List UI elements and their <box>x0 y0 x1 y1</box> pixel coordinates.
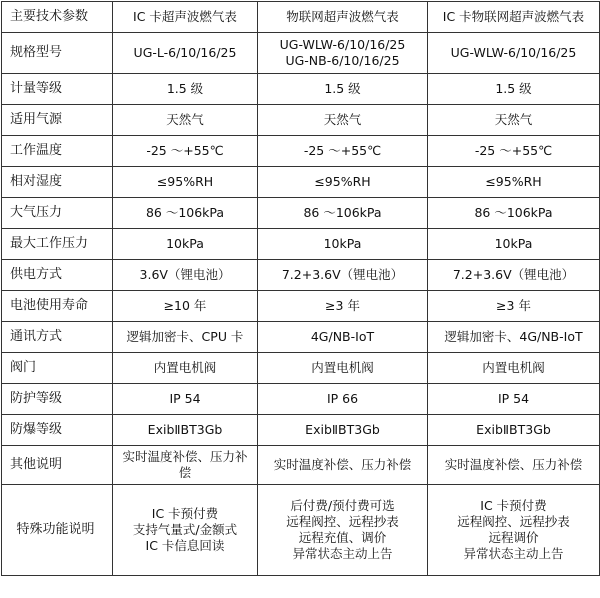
cell-text-line: 支持气量式/金额式 <box>132 522 238 537</box>
cell-text-line: -25 〜+55℃ <box>474 143 553 158</box>
table-row <box>2 446 600 485</box>
cell-text-line: 远程调价 <box>488 530 539 545</box>
spec-table <box>1 1 600 576</box>
row-label: 计量等级 <box>2 74 113 105</box>
row-label: 防护等级 <box>2 384 113 415</box>
table-cell <box>258 74 428 105</box>
table-cell <box>258 446 428 485</box>
table-cell <box>113 167 258 198</box>
cell-text-line: 86 〜106kPa <box>303 205 382 220</box>
cell-text-line: ≤95%RH <box>485 174 542 189</box>
table-cell <box>113 353 258 384</box>
table-cell <box>428 33 600 74</box>
cell-text-line: 7.2+3.6V（锂电池） <box>281 267 404 282</box>
table-cell <box>258 291 428 322</box>
table-row <box>2 136 600 167</box>
table-cell <box>113 291 258 322</box>
table-row <box>2 260 600 291</box>
table-cell <box>258 485 428 576</box>
cell-text-line: 4G/NB-IoT <box>310 329 375 344</box>
table-cell <box>258 136 428 167</box>
cell-text-line: 偿 <box>178 465 192 480</box>
cell-text-line: ≥3 年 <box>496 298 531 313</box>
table-cell <box>258 384 428 415</box>
cell-text-line: 天然气 <box>166 112 204 127</box>
table-cell <box>428 384 600 415</box>
table-cell <box>113 446 258 485</box>
table-cell <box>258 415 428 446</box>
cell-text-line: 1.5 级 <box>166 81 204 96</box>
cell-text-line: 7.2+3.6V（锂电池） <box>452 267 575 282</box>
cell-text-line: IC 卡预付费 <box>480 498 547 513</box>
cell-text-line: 内置电机阀 <box>311 360 374 375</box>
cell-text-line: ≤95%RH <box>314 174 371 189</box>
table-cell <box>428 260 600 291</box>
table-cell <box>258 260 428 291</box>
cell-text-line: IP 66 <box>326 391 359 406</box>
table-cell <box>113 485 258 576</box>
table-cell <box>258 322 428 353</box>
cell-text-line: UG-NB-6/10/16/25 <box>285 53 400 68</box>
cell-text-line: 远程阀控、远程抄表 <box>457 514 570 529</box>
cell-text-line: 远程阀控、远程抄表 <box>286 514 399 529</box>
header-cell-params: 主要技术参数 <box>2 2 113 33</box>
row-label: 相对湿度 <box>2 167 113 198</box>
table-cell <box>113 260 258 291</box>
table-cell <box>428 291 600 322</box>
cell-text-line: ExibⅡBT3Gb <box>476 422 551 437</box>
table-row <box>2 229 600 260</box>
table-row <box>2 105 600 136</box>
cell-text-line: 远程充值、调价 <box>298 530 387 545</box>
row-label: 工作温度 <box>2 136 113 167</box>
table-cell <box>258 198 428 229</box>
cell-text-line: IP 54 <box>497 391 530 406</box>
table-cell <box>428 167 600 198</box>
cell-text-line: 10kPa <box>323 236 362 251</box>
table-cell <box>428 229 600 260</box>
cell-text-line: IC 卡信息回读 <box>145 538 225 553</box>
cell-text-line: 异常状态主动上告 <box>463 546 564 561</box>
cell-text-line: UG-WLW-6/10/16/25 <box>450 45 577 60</box>
table-cell <box>428 353 600 384</box>
row-label: 特殊功能说明 <box>2 485 113 576</box>
cell-text-line: 1.5 级 <box>324 81 361 96</box>
row-label: 适用气源 <box>2 105 113 136</box>
table-cell <box>258 167 428 198</box>
row-label: 通讯方式 <box>2 322 113 353</box>
table-row <box>2 322 600 353</box>
cell-text-line: -25 〜+55℃ <box>146 143 224 158</box>
table-row <box>2 74 600 105</box>
cell-text-line: 86 〜106kPa <box>474 205 553 220</box>
table-row <box>2 353 600 384</box>
table-row <box>2 384 600 415</box>
header-cell-iot: 物联网超声波燃气表 <box>258 2 428 33</box>
table-cell <box>428 446 600 485</box>
row-label: 其他说明 <box>2 446 113 485</box>
cell-text-line: IP 54 <box>169 391 201 406</box>
table-cell <box>428 105 600 136</box>
spec-table-body <box>2 2 600 576</box>
table-cell <box>258 105 428 136</box>
row-label: 供电方式 <box>2 260 113 291</box>
cell-text-line: 实时温度补偿、压力补 <box>122 449 248 464</box>
cell-text-line: 后付费/预付费可选 <box>290 498 395 513</box>
table-cell <box>428 485 600 576</box>
row-label: 阀门 <box>2 353 113 384</box>
table-cell <box>428 198 600 229</box>
table-cell <box>113 74 258 105</box>
table-row <box>2 167 600 198</box>
cell-text-line: 天然气 <box>494 112 533 127</box>
cell-text-line: 实时温度补偿、压力补偿 <box>273 457 412 472</box>
cell-text-line: 1.5 级 <box>495 81 532 96</box>
table-row <box>2 198 600 229</box>
table-cell <box>113 33 258 74</box>
table-cell <box>428 415 600 446</box>
cell-text-line: 内置电机阀 <box>153 360 217 375</box>
table-row <box>2 291 600 322</box>
table-row <box>2 485 600 576</box>
table-row <box>2 415 600 446</box>
header-cell-ic-iot: IC 卡物联网超声波燃气表 <box>428 2 600 33</box>
row-label: 规格型号 <box>2 33 113 74</box>
table-cell <box>113 198 258 229</box>
cell-text-line: 10kPa <box>166 236 204 251</box>
table-cell <box>258 33 428 74</box>
row-label: 电池使用寿命 <box>2 291 113 322</box>
table-cell <box>113 322 258 353</box>
cell-text-line: 内置电机阀 <box>482 360 545 375</box>
table-cell <box>113 384 258 415</box>
row-label: 大气压力 <box>2 198 113 229</box>
cell-text-line: 实时温度补偿、压力补偿 <box>444 457 583 472</box>
table-cell <box>428 322 600 353</box>
cell-text-line: 10kPa <box>494 236 533 251</box>
cell-text-line: 86 〜106kPa <box>145 205 225 220</box>
table-cell <box>113 136 258 167</box>
cell-text-line: ≥3 年 <box>325 298 360 313</box>
cell-text-line: ≥10 年 <box>163 298 207 313</box>
table-cell <box>258 353 428 384</box>
table-cell <box>428 74 600 105</box>
cell-text-line: ExibⅡBT3Gb <box>147 422 223 437</box>
table-cell <box>428 136 600 167</box>
row-label: 防爆等级 <box>2 415 113 446</box>
cell-text-line: 逻辑加密卡、CPU 卡 <box>126 329 244 344</box>
table-cell <box>258 229 428 260</box>
cell-text-line: 异常状态主动上告 <box>292 546 393 561</box>
header-row <box>2 2 600 33</box>
cell-text-line: ≤95%RH <box>156 174 214 189</box>
cell-text-line: ExibⅡBT3Gb <box>305 422 380 437</box>
table-cell <box>113 105 258 136</box>
cell-text-line: IC 卡预付费 <box>151 506 219 521</box>
cell-text-line: 3.6V（锂电池） <box>139 267 231 282</box>
cell-text-line: -25 〜+55℃ <box>303 143 382 158</box>
cell-text-line: UG-L-6/10/16/25 <box>133 45 237 60</box>
row-label: 最大工作压力 <box>2 229 113 260</box>
cell-text-line: 天然气 <box>323 112 362 127</box>
cell-text-line: UG-WLW-6/10/16/25 <box>279 37 406 52</box>
table-cell <box>113 229 258 260</box>
table-cell <box>113 415 258 446</box>
cell-text-line: 逻辑加密卡、4G/NB-IoT <box>444 329 583 344</box>
table-row <box>2 33 600 74</box>
header-cell-ic-card: IC 卡超声波燃气表 <box>113 2 258 33</box>
